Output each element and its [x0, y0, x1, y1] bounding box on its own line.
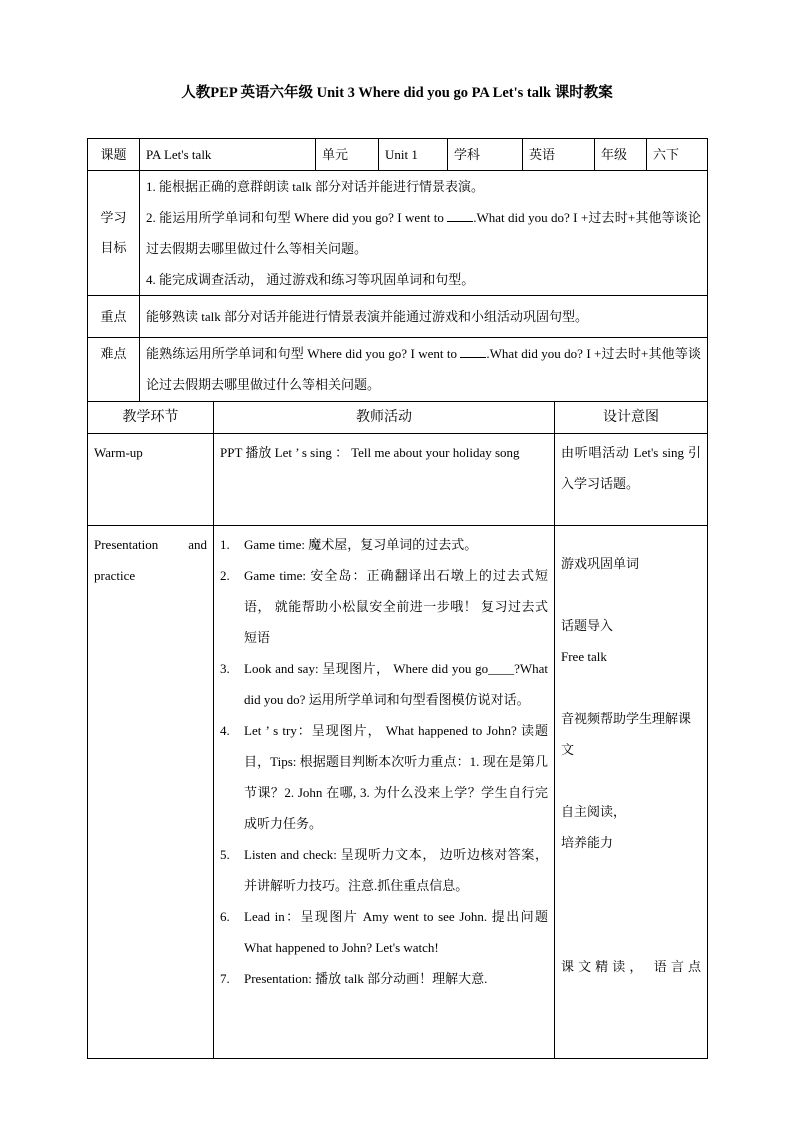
header-design-intent: 设计意图: [555, 402, 708, 434]
intent-item: 培养能力: [561, 835, 614, 850]
presentation-intents: [555, 526, 708, 1059]
warmup-stage: Warm-up: [88, 434, 214, 526]
unit-label: 单元: [316, 139, 379, 171]
grade-label: 年级: [595, 139, 647, 171]
intent-item: 课文精读， 语言点: [561, 959, 701, 974]
subject-value: 英语: [523, 139, 595, 171]
presentation-activities: [214, 526, 555, 1059]
objectives-label: 学习 目标: [88, 171, 140, 296]
presentation-stage: Presentation and practice: [88, 526, 214, 1059]
objective-1: 1. 能根据正确的意群朗读 talk 部分对话并能进行情景表演。: [146, 179, 484, 194]
subject-label: 学科: [448, 139, 523, 171]
difficult-points-text: 能熟练运用所学单词和句型 Where did you go? I went to .What did you do? I +过去时+其他等谈论过去假期去哪里做过什么等相关问题。: [140, 338, 708, 402]
objective-4: 4. 能完成调查活动， 通过游戏和练习等巩固单词和句型。: [146, 272, 475, 287]
intent-item: 话题导入: [561, 618, 614, 633]
lesson-info-table: [87, 138, 708, 402]
fill-blank: [447, 207, 473, 222]
unit-value: Unit 1: [379, 139, 448, 171]
list-item: 3. Look and say: 呈现图片， Where did you go____?What did you do? 运用所学单词和句型看图模仿说对话。: [220, 661, 548, 707]
topic-value: PA Let's talk: [140, 139, 316, 171]
intent-item: Free talk: [561, 649, 607, 664]
warmup-activity: PPT 播放 Let ’ s sing ： Tell me about your holiday song: [214, 434, 555, 526]
warmup-intent: 由听唱活动 Let's sing 引入学习话题。: [555, 434, 708, 526]
list-item: 6. Lead in：呈现图片 Amy went to see John. 提出问题 What happened to John? Let's watch!: [220, 909, 548, 955]
fill-blank: [460, 343, 486, 358]
intent-item: 音视频帮助学生理解课文: [561, 711, 692, 757]
list-item: 7. Presentation: 播放 talk 部分动画！理解大意.: [220, 971, 488, 986]
list-item: 4. Let ’ s try：呈现图片， What happened to John? 读题目，Tips: 根据题目判断本次听力重点：1. 现在是第几节课？2. John 在哪, 3. 为什么没来上学？学生自行完成听力任务。: [220, 723, 548, 831]
activity-list: [220, 529, 548, 994]
list-item: 2. Game time: 安全岛：正确翻译出石墩上的过去式短语， 就能帮助小松鼠安全前进一步哦！ 复习过去式短语: [220, 568, 548, 645]
teaching-process-table: [87, 401, 708, 1059]
list-item: 5. Listen and check: 呈现听力文本， 边听边核对答案， 并讲解听力技巧。注意.抓住重点信息。: [220, 847, 548, 893]
grade-value: 六下: [647, 139, 708, 171]
objectives-content: [140, 171, 708, 296]
header-stage: 教学环节: [88, 402, 214, 434]
objective-2: 2. 能运用所学单词和句型 Where did you go? I went to .What did you do? I +过去时+其他等谈论过去假期去哪里做过什么等相关问题。: [146, 202, 701, 264]
key-points-label: 重点: [88, 296, 140, 338]
topic-label: 课题: [88, 139, 140, 171]
intent-item: 游戏巩固单词: [561, 556, 640, 571]
key-points-text: 能够熟读 talk 部分对话并能进行情景表演并能通过游戏和小组活动巩固句型。: [140, 296, 708, 338]
list-item: 1. Game time: 魔术屋，复习单词的过去式。: [220, 537, 478, 552]
page-title: 人教PEP 英语六年级 Unit 3 Where did you go PA Let's talk 课时教案: [181, 85, 613, 101]
intent-item: 自主阅读，: [561, 804, 627, 819]
difficult-points-label: 难点: [88, 338, 140, 402]
header-teacher-activity: 教师活动: [214, 402, 555, 434]
